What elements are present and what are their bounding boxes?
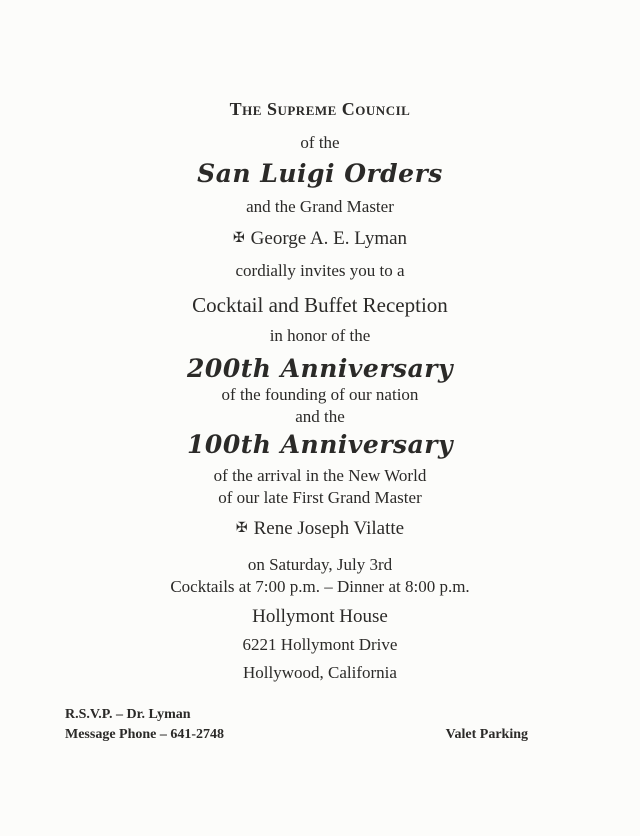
venue-address: 6221 Hollymont Drive bbox=[242, 635, 398, 654]
cross-icon: ✠ bbox=[232, 231, 245, 246]
event-date: on Saturday, July 3rd bbox=[247, 555, 393, 574]
venue-name: Hollymont House bbox=[252, 606, 388, 627]
invites: cordially invites you to a bbox=[235, 261, 405, 280]
anniversary-200: 200th Anniversary bbox=[187, 354, 453, 383]
event-times: Cocktails at 7:00 p.m. – Dinner at 8:00 p.m. bbox=[170, 577, 470, 596]
of-the: of the bbox=[300, 133, 340, 152]
grand-master-line bbox=[0, 229, 640, 248]
heading: The Supreme Council bbox=[229, 99, 411, 119]
message-phone: Message Phone – 641-2748 bbox=[65, 727, 225, 742]
cross-icon: ✠ bbox=[235, 521, 248, 536]
anniversary-100-desc-1: of the arrival in the New World bbox=[213, 466, 427, 485]
and-grand-master: and the Grand Master bbox=[246, 197, 394, 216]
event-name: Cocktail and Buffet Reception bbox=[192, 293, 448, 317]
and-the: and the bbox=[295, 407, 345, 426]
first-grand-master-name: Rene Joseph Vilatte bbox=[253, 518, 405, 539]
venue-city: Hollywood, California bbox=[243, 663, 397, 682]
anniversary-100-desc-2: of our late First Grand Master bbox=[218, 488, 422, 507]
valet-parking: Valet Parking bbox=[445, 727, 528, 742]
anniversary-100: 100th Anniversary bbox=[187, 430, 453, 459]
order-name: San Luigi Orders bbox=[197, 159, 443, 188]
grand-master-name: George A. E. Lyman bbox=[250, 228, 408, 249]
first-grand-master-line bbox=[0, 519, 640, 538]
rsvp: R.S.V.P. – Dr. Lyman bbox=[65, 707, 191, 722]
anniversary-200-desc: of the founding of our nation bbox=[221, 385, 419, 404]
in-honor: in honor of the bbox=[269, 326, 371, 345]
